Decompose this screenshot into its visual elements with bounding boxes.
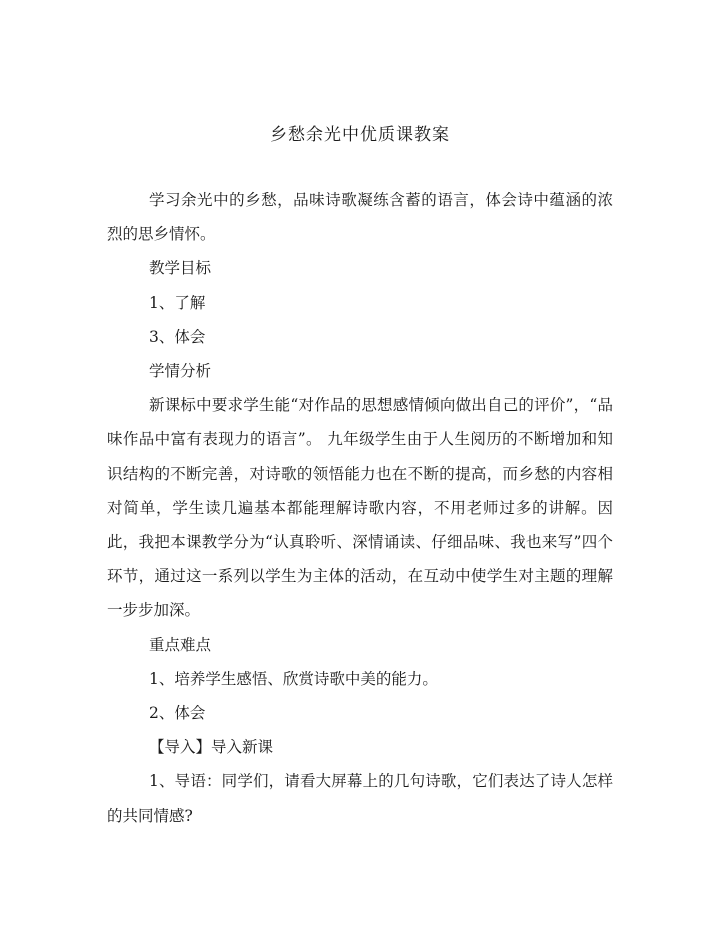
- document-title: 乡愁余光中优质课教案: [270, 125, 450, 145]
- goal-item-3: 3、体会: [149, 327, 206, 346]
- student-analysis-paragraph: 新课标中要求学生能“对作品的思想感情倾向做出自己的评价”，“品味作品中富有表现力的语言”。 九年级学生由于人生阅历的不断增加和知识结构的不断完善，对诗歌的领悟能力也在不断的提高，而乡愁的内容相对简单，学生读几遍基本都能理解诗歌内容，不用老师过多的讲解。因此，我把本课教学分为“认真聆听、深情诵读、仔细品味、我也来写”四个环节，通过这一系列以学生为主体的活动，在互动中使学生对主题的理解一步步加深。: [107, 396, 613, 620]
- intro-paragraph: 学习余光中的乡愁，品味诗歌凝练含蓄的语言，体会诗中蕴涵的浓烈的思乡情怀。: [107, 191, 613, 244]
- document-body: [107, 183, 613, 833]
- introduction-item-1: 1、导语：同学们，请看大屏幕上的几句诗歌，它们表达了诗人怎样的共同情感?: [107, 772, 613, 825]
- heading-key-points: 重点难点: [149, 635, 212, 654]
- goal-item-1: 1、了解: [149, 293, 206, 312]
- heading-introduction: 【导入】导入新课: [149, 738, 274, 757]
- heading-teaching-goals: 教学目标: [149, 259, 212, 278]
- key-point-item-2: 2、体会: [149, 704, 206, 723]
- heading-student-analysis: 学情分析: [149, 362, 212, 381]
- key-point-item-1: 1、培养学生感悟、欣赏诗歌中美的能力。: [149, 669, 438, 688]
